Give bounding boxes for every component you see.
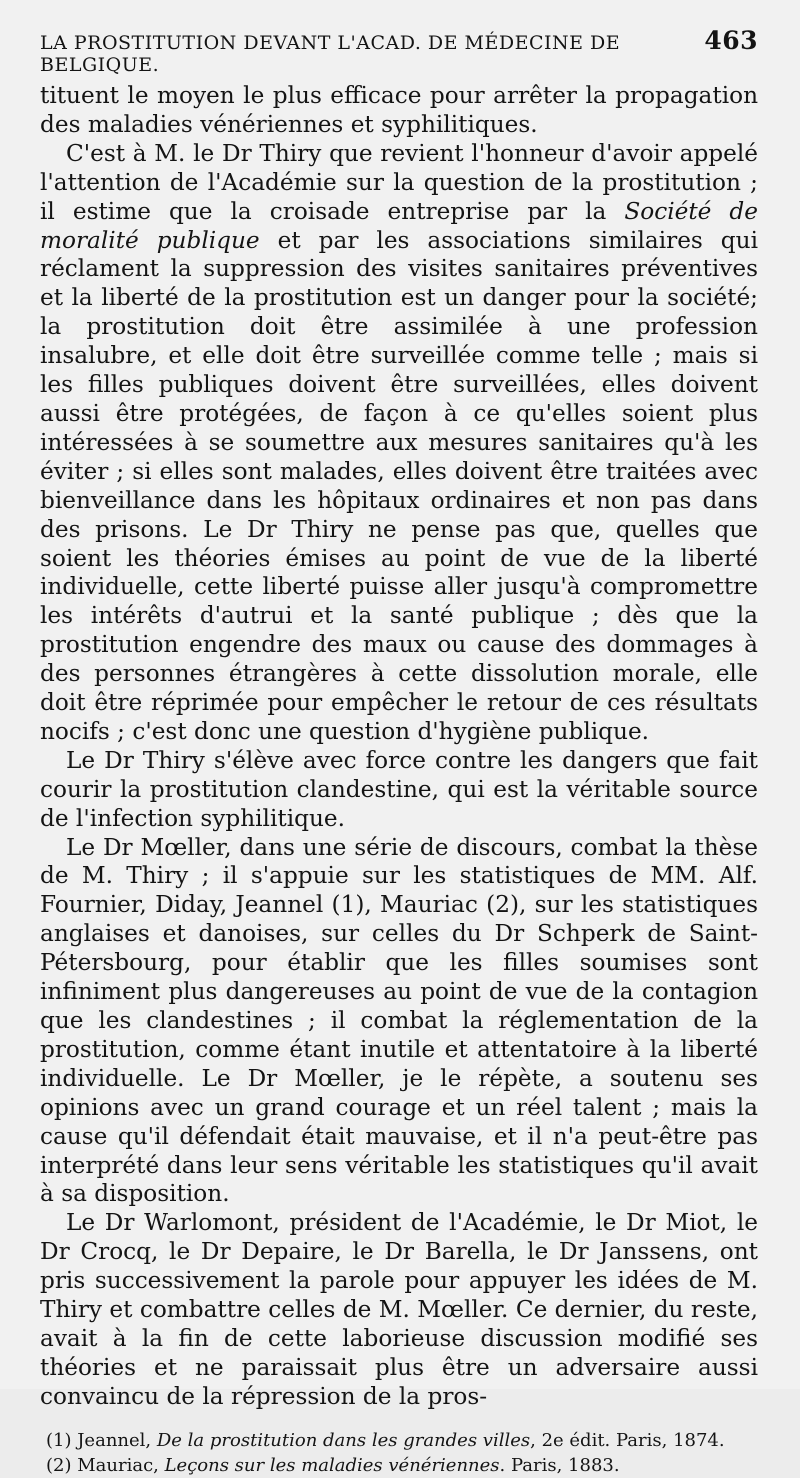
body-text [40, 82, 758, 1412]
text-run: , 2e édit. Paris, 1874. [530, 1429, 725, 1451]
paragraph [40, 834, 758, 1210]
text-run: Le Dr Warlomont, président de l'Académie, le Dr Miot, le Dr Crocq, le Dr Depaire, le Dr Barella, le Dr Janssens, ont pris successivement la parole pour appuyer les idées de M. Thiry et combattre celles de M. Mœller. Ce dernier, du reste, avait à la fin de cette laborieuse discussion modifié ses théories et ne paraissait plus être un adversaire aussi convaincu de la répression de la pros- [40, 1209, 758, 1410]
paragraph [40, 747, 758, 834]
footnote [46, 1428, 758, 1453]
italic-text: Société de moralité publique [40, 197, 758, 254]
text-run: (2) Mauriac, [46, 1454, 165, 1476]
paragraph [40, 1209, 758, 1411]
italic-text: De la prostitution dans les grandes villes [156, 1429, 531, 1451]
text-run: Le Dr Mœller, dans une série de discours, combat la thèse de M. Thiry ; il s'appuie sur les statistiques de MM. Alf. Fournier, Diday, Jeannel (1), Mauriac (2), sur les statistiques anglaises et danoises, sur celles du Dr Schperk de Saint-Pétersbourg, pour établir que les filles soumises sont infiniment plus dangereuses au point de vue de la contagion que les clandestines ; il combat la réglementation de la prostitution, comme étant inutile et attentatoire à la liberté individuelle. Le Dr Mœller, je le répète, a soutenu ses opinions avec un grand courage et un réel talent ; mais la cause qu'il défendait était mauvaise, et il n'a peut-être pas interprété dans leur sens véritable les statistiques qu'il avait à sa disposition. [40, 833, 758, 1208]
text-run: (1) Jeannel, [46, 1429, 157, 1451]
text-run: C'est à M. le Dr Thiry que revient l'honneur d'avoir appelé l'attention de l'Académie sur la question de la prostitution ; il estime que la croisade entreprise par la [40, 139, 758, 225]
text-run: . Paris, 1883. [499, 1454, 620, 1476]
page-number: 463 [704, 26, 758, 55]
running-head [40, 26, 758, 76]
text-run: Le Dr Thiry s'élève avec force contre les dangers que fait courir la prostitution clandestine, qui est la véritable source de l'infection syphilitique. [40, 746, 758, 832]
footnote [46, 1453, 758, 1478]
paragraph [40, 140, 758, 747]
paragraph [40, 82, 758, 140]
text-run: tituent le moyen le plus efficace pour arrêter la propagation des maladies vénériennes et syphilitiques. [40, 82, 758, 138]
text-run: et par les associations similaires qui réclament la suppression des visites sanitaires préventives et la liberté de la prostitution est un danger pour la société; la prostitution doit être assimilée à une profession insalubre, et elle doit être surveillée comme telle ; mais si les filles publiques doivent être surveillées, elles doivent aussi être protégées, de façon à ce qu'elles soient plus intéressées à se soumettre aux mesures sanitaires qu'à les éviter ; si elles sont malades, elles doivent être traitées avec bienveillance dans les hôpitaux ordinaires et non pas dans des prisons. Le Dr Thiry ne pense pas que, quelles que soient les théories émises au point de vue de la liberté individuelle, cette liberté puisse aller jusqu'à compromettre les intérêts d'autrui et la santé publique ; dès que la prostitution engendre des maux ou cause des dommages à des personnes étrangères à cette dissolution morale, elle doit être réprimée pour empêcher le retour de ces résultats nocifs ; c'est donc une question d'hygiène publique. [40, 226, 758, 745]
footnotes [40, 1428, 758, 1478]
running-title: LA PROSTITUTION DEVANT L'ACAD. DE MÉDECINE DE BELGIQUE. [40, 32, 621, 76]
italic-text: Leçons sur les maladies vénériennes [164, 1454, 500, 1476]
